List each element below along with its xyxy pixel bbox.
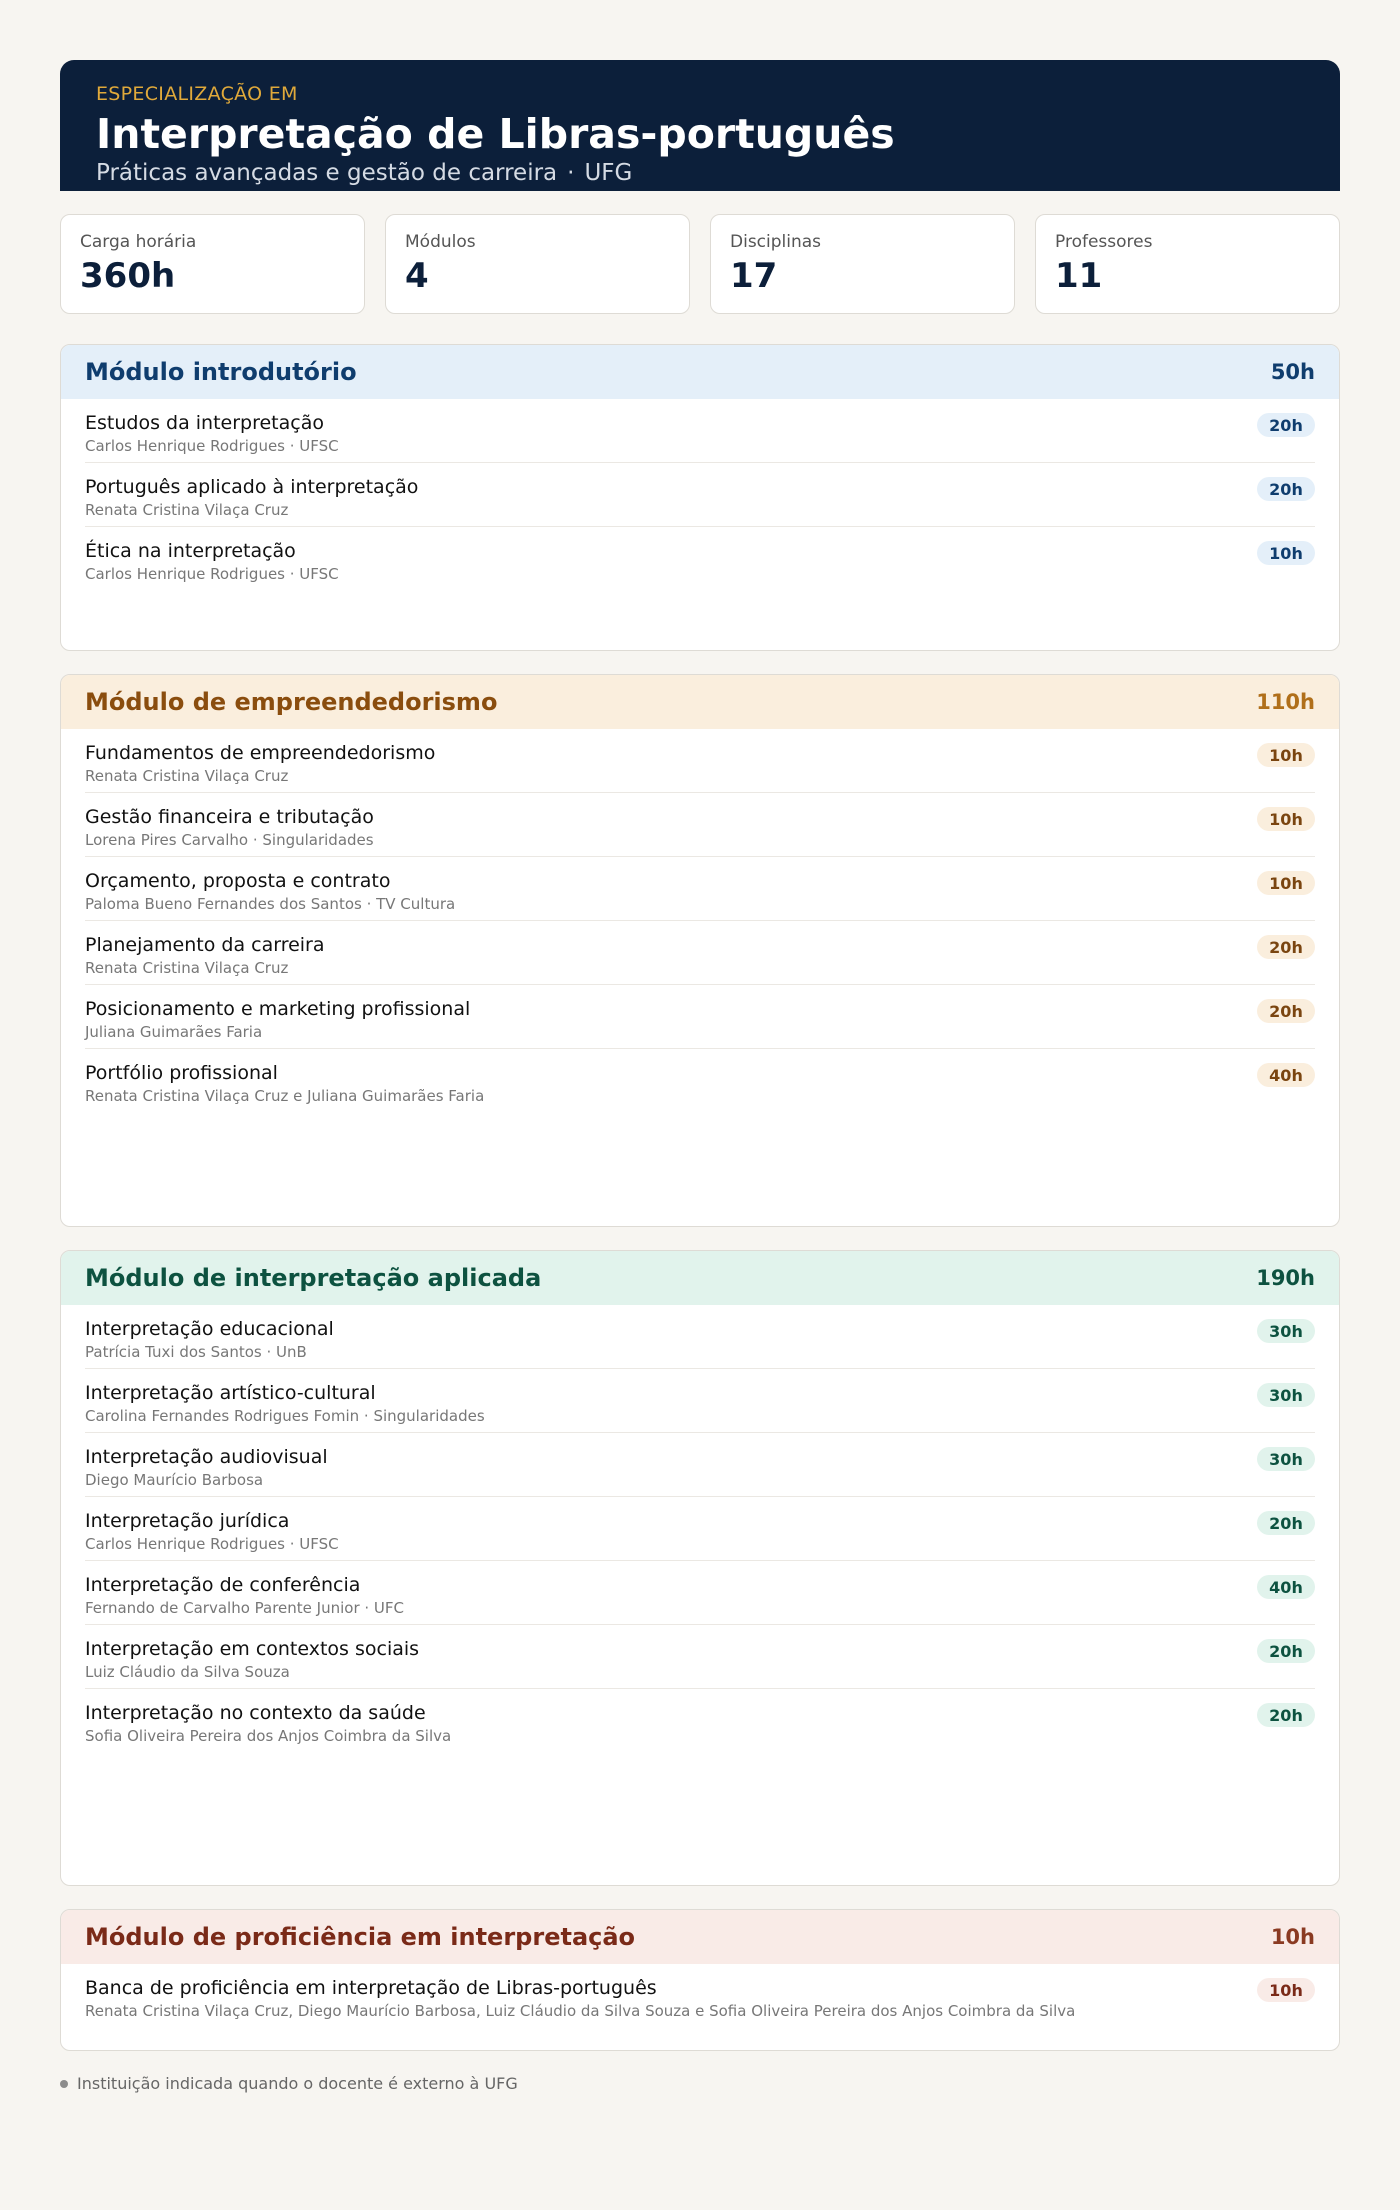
hours-badge: 30h: [1257, 1319, 1315, 1343]
footnote: [60, 2074, 518, 2093]
module-header: [61, 345, 1339, 399]
stat-card-teachers: [1035, 214, 1340, 314]
course-list: [61, 1964, 1339, 2028]
course-row: [85, 1497, 1315, 1561]
course-name: Interpretação de conferência: [85, 1574, 361, 1596]
course-row: [85, 1049, 1315, 1113]
module-header: [61, 1910, 1339, 1964]
course-row: [85, 921, 1315, 985]
course-name: Estudos da interpretação: [85, 412, 324, 434]
module-introductory: [60, 344, 1340, 651]
course-row: [85, 1305, 1315, 1369]
course-professor: Renata Cristina Vilaça Cruz e Juliana Guimarães Faria: [85, 1087, 485, 1105]
course-row: [85, 1561, 1315, 1625]
course-row: [85, 729, 1315, 793]
hours-badge: 40h: [1257, 1575, 1315, 1599]
page-title: Interpretação de Libras-português: [96, 110, 895, 158]
page-subtitle: [96, 159, 1304, 187]
course-professor: Renata Cristina Vilaça Cruz: [85, 959, 289, 977]
hours-badge: 30h: [1257, 1447, 1315, 1471]
course-professor: Patrícia Tuxi dos Santos · UnB: [85, 1343, 307, 1361]
stats-row: [60, 214, 1340, 314]
course-professor: Carlos Henrique Rodrigues · UFSC: [85, 565, 339, 583]
course-name: Português aplicado à interpretação: [85, 476, 419, 498]
course-row: [85, 399, 1315, 463]
course-professor: Fernando de Carvalho Parente Junior · UFC: [85, 1599, 404, 1617]
stat-label: Carga horária: [80, 232, 197, 252]
hours-badge: 20h: [1257, 477, 1315, 501]
module-applied-interpretation: [60, 1250, 1340, 1886]
course-list: [61, 1305, 1339, 1753]
course-name: Interpretação educacional: [85, 1318, 334, 1340]
course-professor: Carolina Fernandes Rodrigues Fomin · Singularidades: [85, 1407, 485, 1425]
course-row: [85, 1369, 1315, 1433]
hours-badge: 30h: [1257, 1383, 1315, 1407]
header-banner: [60, 60, 1340, 191]
course-list: [61, 729, 1339, 1113]
module-title: Módulo de proficiência em interpretação: [85, 1923, 636, 1951]
hours-badge: 20h: [1257, 999, 1315, 1023]
hours-badge: 40h: [1257, 1063, 1315, 1087]
page: [60, 60, 1340, 2093]
course-professor: Renata Cristina Vilaça Cruz: [85, 501, 289, 519]
course-professor: Carlos Henrique Rodrigues · UFSC: [85, 437, 339, 455]
course-professor: Lorena Pires Carvalho · Singularidades: [85, 831, 374, 849]
hours-badge: 20h: [1257, 935, 1315, 959]
course-row: [85, 1964, 1315, 2028]
module-proficiency: [60, 1909, 1340, 2051]
hours-badge: 10h: [1257, 1978, 1315, 2002]
course-name: Interpretação no contexto da saúde: [85, 1702, 426, 1724]
stat-card-modules: [385, 214, 690, 314]
bullet-icon: [60, 2080, 68, 2088]
course-professor: Juliana Guimarães Faria: [85, 1023, 263, 1041]
hours-badge: 20h: [1257, 413, 1315, 437]
hours-badge: 10h: [1257, 541, 1315, 565]
module-header: [61, 675, 1339, 729]
stat-card-hours: [60, 214, 365, 314]
course-professor: Paloma Bueno Fernandes dos Santos · TV Cultura: [85, 895, 456, 913]
stat-label: Disciplinas: [730, 232, 822, 252]
module-hours: 110h: [1256, 690, 1315, 714]
course-name: Interpretação jurídica: [85, 1510, 290, 1532]
course-name: Planejamento da carreira: [85, 934, 325, 956]
stat-label: Módulos: [405, 232, 476, 252]
course-name: Portfólio profissional: [85, 1062, 278, 1084]
course-name: Interpretação em contextos sociais: [85, 1638, 420, 1660]
stat-value: 17: [730, 256, 778, 296]
course-professor: Renata Cristina Vilaça Cruz: [85, 767, 289, 785]
institution: UFG: [584, 160, 633, 186]
course-row: [85, 527, 1315, 591]
module-title: Módulo de interpretação aplicada: [85, 1264, 542, 1292]
course-row: [85, 985, 1315, 1049]
hours-badge: 20h: [1257, 1511, 1315, 1535]
module-title: Módulo introdutório: [85, 358, 357, 386]
subtitle-text: Práticas avançadas e gestão de carreira: [96, 160, 558, 186]
course-name: Interpretação artístico-cultural: [85, 1382, 376, 1404]
course-name: Posicionamento e marketing profissional: [85, 998, 471, 1020]
stat-value: 11: [1055, 256, 1103, 296]
course-row: [85, 1625, 1315, 1689]
course-name: Interpretação audiovisual: [85, 1446, 328, 1468]
course-name: Gestão financeira e tributação: [85, 806, 374, 828]
subtitle-separator: ·: [567, 160, 575, 186]
module-title: Módulo de empreendedorismo: [85, 688, 498, 716]
module-hours: 50h: [1270, 360, 1315, 384]
hours-badge: 20h: [1257, 1639, 1315, 1663]
course-row: [85, 793, 1315, 857]
course-row: [85, 857, 1315, 921]
stat-value: 4: [405, 256, 429, 296]
course-row: [85, 463, 1315, 527]
course-list: [61, 399, 1339, 591]
stat-label: Professores: [1055, 232, 1153, 252]
hours-badge: 10h: [1257, 807, 1315, 831]
course-name: Orçamento, proposta e contrato: [85, 870, 391, 892]
course-professor: Carlos Henrique Rodrigues · UFSC: [85, 1535, 339, 1553]
stat-value: 360h: [80, 256, 176, 296]
eyebrow: ESPECIALIZAÇÃO EM: [96, 83, 298, 105]
hours-badge: 10h: [1257, 743, 1315, 767]
course-professor: Renata Cristina Vilaça Cruz, Diego Maurício Barbosa, Luiz Cláudio da Silva Souza e Sofia Oliveira Pereira dos Anjos Coimbra da Silva: [85, 2002, 1076, 2020]
module-hours: 190h: [1256, 1266, 1315, 1290]
course-row: [85, 1689, 1315, 1753]
footnote-text: Instituição indicada quando o docente é externo à UFG: [77, 2074, 518, 2093]
course-name: Banca de proficiência em interpretação de Libras-português: [85, 1977, 657, 1999]
course-professor: Sofia Oliveira Pereira dos Anjos Coimbra da Silva: [85, 1727, 452, 1745]
course-name: Ética na interpretação: [85, 540, 296, 562]
stat-card-courses: [710, 214, 1015, 314]
course-professor: Luiz Cláudio da Silva Souza: [85, 1663, 290, 1681]
course-professor: Diego Maurício Barbosa: [85, 1471, 264, 1489]
hours-badge: 10h: [1257, 871, 1315, 895]
course-name: Fundamentos de empreendedorismo: [85, 742, 436, 764]
course-row: [85, 1433, 1315, 1497]
hours-badge: 20h: [1257, 1703, 1315, 1727]
module-hours: 10h: [1270, 1925, 1315, 1949]
module-header: [61, 1251, 1339, 1305]
module-entrepreneurship: [60, 674, 1340, 1227]
